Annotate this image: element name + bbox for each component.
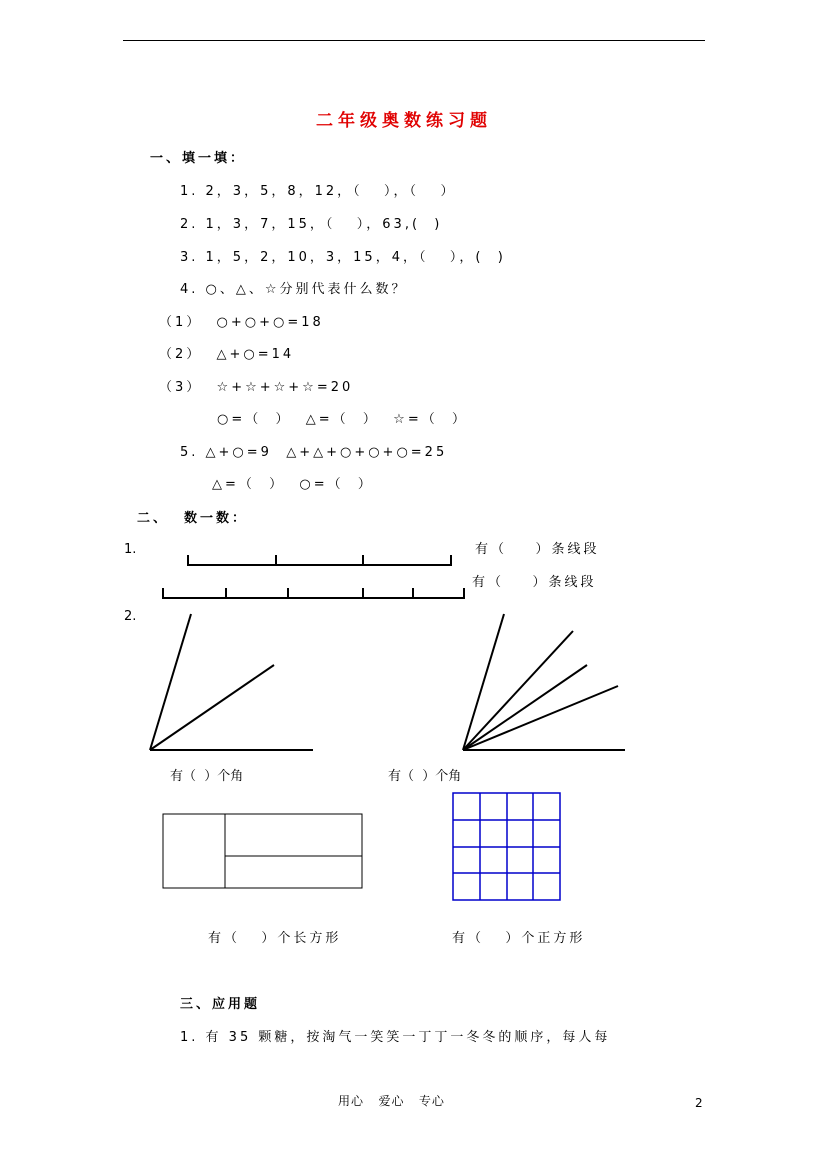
question-4: 4. ○、△、☆分别代表什么数？: [180, 282, 408, 297]
segment-figure-2: [163, 588, 464, 599]
section1-heading: 一、填一填：: [150, 151, 247, 166]
question-1: 1. 2，3，5，8，12，（ ），（ ）: [180, 184, 457, 199]
angle-count-2: 有（ ）个角: [388, 769, 462, 784]
angle-figure-2: [463, 614, 625, 750]
rectangle-figure: [163, 814, 362, 888]
item-number-2: 2.: [124, 609, 137, 624]
section2-heading: 二、 数一数：: [137, 511, 249, 526]
page-title: 二年级奥数练习题: [316, 111, 492, 131]
rectangle-count: 有（ ）个长方形: [208, 931, 342, 946]
item-number-1: 1.: [124, 542, 137, 557]
square-grid-figure: [453, 793, 560, 900]
question-5-answer: △=（ ） ○=（ ）: [212, 477, 374, 492]
segment-count-1: 有（ ）条线段: [475, 542, 600, 557]
segment-figure-1: [188, 555, 451, 566]
page-number: 2: [695, 1096, 703, 1110]
segment-count-2: 有（ ）条线段: [472, 575, 597, 590]
question-2: 2. 1，3，7，15，（ ），63,( ): [180, 217, 443, 232]
square-count: 有（ ）个正方形: [452, 931, 586, 946]
angle-figure-1: [150, 614, 313, 750]
question-4-answer: ○=（ ） △=（ ） ☆=（ ）: [217, 412, 468, 427]
angle-count-1: 有（ ）个角: [170, 769, 244, 784]
question-4-part2: （2） △+○=14: [159, 347, 295, 362]
question-4-part1: （1） ○+○+○=18: [159, 315, 324, 330]
footer-motto: 用心 爱心 专心: [338, 1094, 445, 1108]
application-question-1: 1. 有 35 颗糖，按淘气一笑笑一丁丁一冬冬的顺序，每人每: [180, 1030, 611, 1045]
question-3: 3. 1，5，2，10，3，15，4，（ ），( ): [180, 250, 506, 265]
question-5: 5. △+○=9 △+△+○+○+○=25: [180, 445, 448, 460]
question-4-part3: （3） ☆+☆+☆+☆=20: [159, 380, 354, 395]
section3-heading: 三、应用题: [180, 997, 261, 1012]
